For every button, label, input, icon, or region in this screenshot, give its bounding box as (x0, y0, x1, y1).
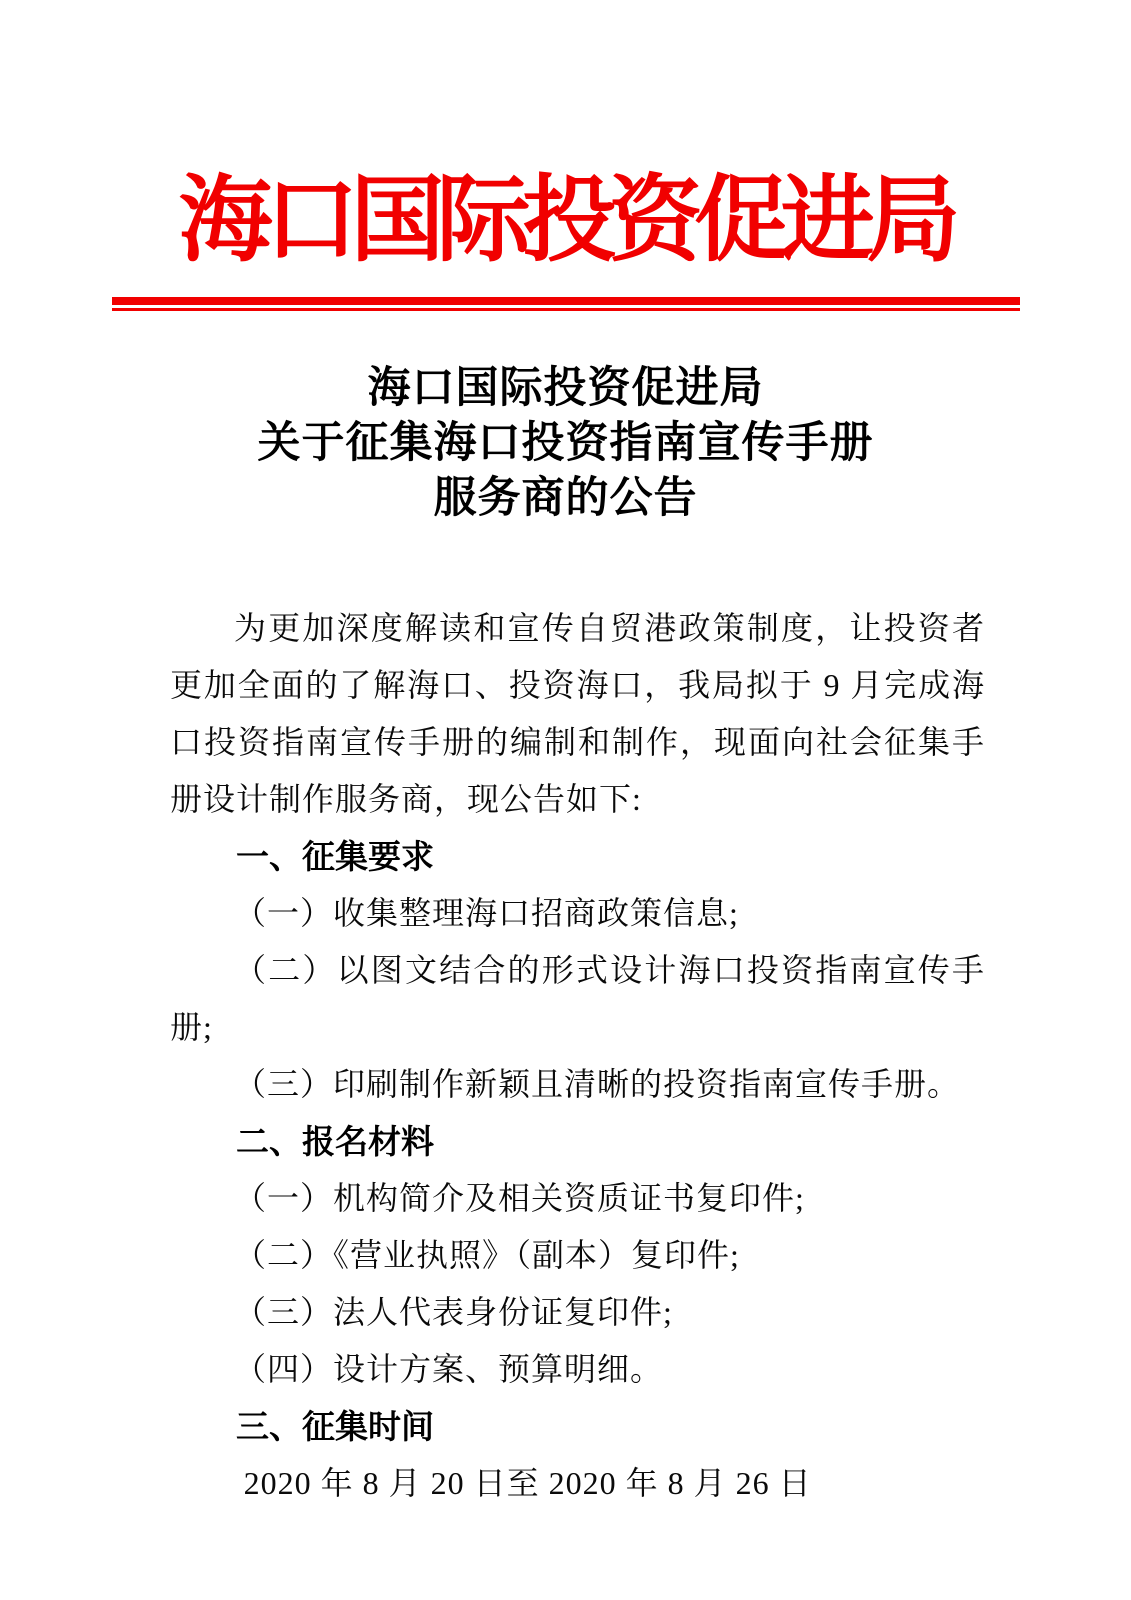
announcement-body (170, 600, 985, 1512)
section-2-item-1: （一）机构简介及相关资质证书复印件; (234, 1180, 805, 1217)
letterhead (0, 0, 1131, 311)
section-1-item-2: （二）以图文结合的形式设计海口投资指南宣传手册; (170, 952, 985, 1046)
section-1-item-1: （一）收集整理海口招商政策信息; (234, 895, 739, 932)
collection-period-date: 2020 年 8 月 20 日至 2020 年 8 月 26 日 (243, 1465, 812, 1502)
section-2-item-4: （四）设计方案、预算明细。 (234, 1351, 664, 1388)
section-2-item-2: （二）《营业执照》（副本）复印件; (234, 1237, 740, 1274)
title-line-3: 服务商的公告 (433, 475, 698, 523)
section-1-heading: 一、征集要求 (236, 838, 434, 876)
section-1-item-3: （三）印刷制作新颖且清晰的投资指南宣传手册。 (234, 1066, 961, 1103)
divider-thick-line (112, 297, 1020, 305)
announcement-title (0, 361, 1131, 526)
section-3-heading: 三、征集时间 (236, 1408, 434, 1446)
intro-paragraph: 为更加深度解读和宣传自贸港政策制度，让投资者更加全面的了解海口、投资海口，我局拟于 9 月完成海口投资指南宣传手册的编制和制作，现面向社会征集手册设计制作服务商，现公告如下: (170, 610, 985, 818)
letterhead-org-name: 海口国际投资促进局 (178, 169, 953, 273)
section-2-item-3: （三）法人代表身份证复印件; (234, 1294, 673, 1331)
divider-thin-line (112, 308, 1020, 311)
letterhead-divider (112, 297, 1020, 311)
title-line-2: 关于征集海口投资指南宣传手册 (257, 420, 874, 468)
title-line-1: 海口国际投资促进局 (367, 365, 764, 413)
section-2-heading: 二、报名材料 (236, 1123, 434, 1161)
